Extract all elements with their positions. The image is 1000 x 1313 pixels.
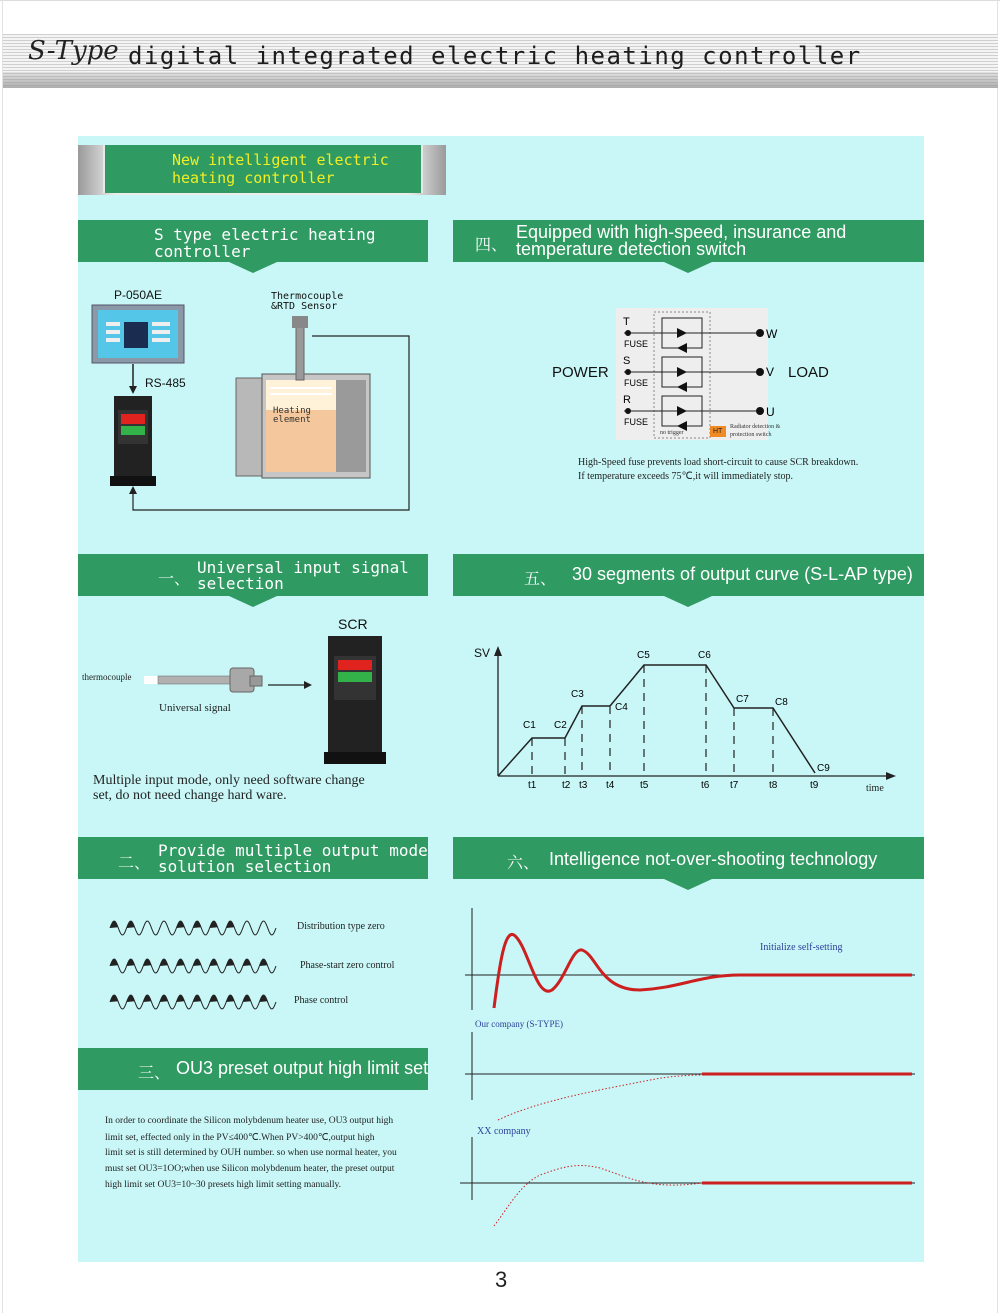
ou3-line-2: limit set, effected only in the PV≤400℃.When PV>400℃,output high — [105, 1133, 375, 1143]
page-number: 3 — [495, 1267, 508, 1292]
t3-label: t3 — [579, 780, 588, 791]
c3-label: C3 — [571, 689, 584, 700]
phase-r: R — [623, 394, 631, 406]
c4-label: C4 — [615, 702, 628, 713]
no-trigger-label: no trigger — [660, 430, 684, 436]
radiator-label-1: Radiator detection & — [730, 424, 781, 430]
circuit-caption-2: If temperature exceeds 75℃,it will immediately stop. — [578, 471, 794, 482]
radiator-label-2: protection switch — [730, 432, 772, 438]
hmi-label: P-050AE — [114, 288, 163, 302]
c9-label: C9 — [817, 763, 830, 774]
t8-label: t8 — [769, 780, 778, 791]
circuit-caption-1: High-Speed fuse prevents load short-circuit to cause SCR breakdown. — [578, 457, 859, 468]
section-s-line-1: S type electric heating — [154, 225, 376, 244]
section-3-num: 三、 — [138, 1065, 171, 1082]
c7-label: C7 — [736, 694, 749, 705]
section-6-num: 六、 — [507, 855, 540, 872]
t6-label: t6 — [701, 780, 710, 791]
fuse-label-3: FUSE — [624, 417, 649, 427]
thermocouple-label: thermocouple — [82, 672, 132, 682]
output-u: U — [766, 405, 775, 419]
ou3-line-3: limit set is still determined by OUH number. so when use normal heater, you — [105, 1148, 397, 1158]
t2-label: t2 — [562, 780, 571, 791]
section-1-line-1: Universal input signal — [197, 558, 409, 577]
intro-line-1: New intelligent electric — [172, 151, 389, 169]
t9-label: t9 — [810, 780, 819, 791]
section-4-line-1: Equipped with high-speed, insurance and — [516, 222, 847, 242]
input-desc-1: Multiple input mode, only need software change — [93, 773, 365, 788]
output-v: V — [766, 365, 775, 379]
initialize-label: Initialize self-setting — [760, 942, 843, 953]
c6-label: C6 — [698, 650, 711, 661]
scr-label: SCR — [338, 616, 368, 632]
t7-label: t7 — [730, 780, 739, 791]
sensor-label-2: &RTD Sensor — [271, 301, 338, 312]
bus-label: RS-485 — [145, 376, 186, 390]
c5-label: C5 — [637, 650, 650, 661]
ou3-line-1: In order to coordinate the Silicon molybdenum heater use, OU3 output high — [105, 1116, 394, 1126]
ou3-line-4: must set OU3=1OO;when use Silicon molybdenum heater, the preset output — [105, 1164, 395, 1174]
universal-signal-label: Universal signal — [159, 702, 231, 714]
c1-label: C1 — [523, 720, 536, 731]
our-company-label: Our company (S-TYPE) — [475, 1019, 563, 1029]
section-1-line-2: selection — [197, 574, 284, 593]
t4-label: t4 — [606, 780, 615, 791]
section-1-num: 一、 — [158, 571, 191, 588]
sensor-label-1: Thermocouple — [271, 291, 344, 302]
ht-label: HT — [713, 428, 723, 435]
intro-line-2: heating controller — [172, 169, 335, 187]
fuse-label-2: FUSE — [624, 378, 649, 388]
title-stype: S-Type — [28, 36, 119, 66]
page-title: digital integrated electric heating controller — [128, 42, 862, 70]
phase-t: T — [623, 316, 630, 328]
fuse-label-1: FUSE — [624, 339, 649, 349]
section-4-num: 四、 — [475, 237, 508, 254]
phase-s: S — [623, 355, 631, 367]
mode-label-phase-start: Phase-start zero control — [300, 960, 395, 971]
time-label: time — [866, 783, 884, 794]
t1-label: t1 — [528, 780, 537, 791]
section-2-line-2: solution selection — [158, 857, 332, 876]
section-4-line-2: temperature detection switch — [516, 239, 747, 259]
section-3-text: OU3 preset output high limit set — [176, 1058, 429, 1078]
input-desc-2: set, do not need change hard ware. — [93, 788, 287, 803]
heating-label-1: Heating — [273, 406, 311, 416]
section-s-line-2: controller — [154, 242, 251, 261]
heating-label-2: element — [273, 415, 311, 425]
xx-company-label: XX company — [477, 1126, 531, 1137]
power-label: POWER — [552, 364, 609, 381]
section-5-text: 30 segments of output curve (S-L-AP type) — [572, 564, 913, 584]
load-label: LOAD — [788, 364, 829, 381]
sv-label: SV — [474, 646, 491, 660]
mode-label-distribution: Distribution type zero — [297, 921, 385, 932]
section-2-line-1: Provide multiple output mode — [158, 841, 428, 860]
section-6-text: Intelligence not-over-shooting technology — [549, 849, 878, 869]
ou3-line-5: high limit set OU3=10~30 presets high limit setting manually. — [105, 1180, 342, 1190]
c2-label: C2 — [554, 720, 567, 731]
mode-label-phase-control: Phase control — [294, 995, 349, 1006]
c8-label: C8 — [775, 697, 788, 708]
t5-label: t5 — [640, 780, 649, 791]
output-w: W — [766, 327, 778, 341]
section-2-num: 二、 — [118, 855, 151, 872]
section-5-num: 五、 — [524, 571, 557, 588]
